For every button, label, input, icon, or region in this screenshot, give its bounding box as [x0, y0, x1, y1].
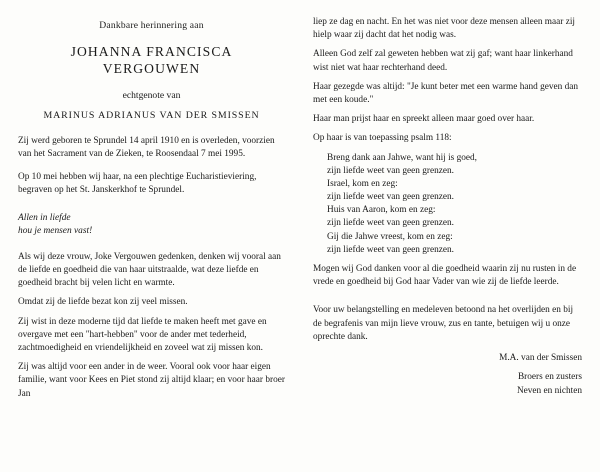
tribute-paragraph-6: Alleen God zelf zal geweten hebben wat zij gaf; want haar linkerhand wist niet wat haar rechterhand deed. [313, 49, 573, 73]
psalm-line: zijn liefde weet van geen grenzen. [327, 165, 454, 176]
column-divider [300, 14, 301, 462]
psalm-line: Huis van Aaron, kom en zeg: [327, 205, 436, 216]
psalm-line: Gij die Jahwe vreest, kom en zeg: [327, 231, 453, 242]
motto-line1: Allen in liefde [18, 212, 71, 223]
deceased-name-line2: VERGOUWEN [102, 60, 201, 76]
psalm-line: Breng dank aan Jahwe, want hij is goed, [327, 152, 478, 163]
tribute-paragraph-4: Zij was altijd voor een ander in de weer. Vooral ook voor haar eigen familie, want voor Kees en Piet stond zij altijd klaar; en voor haar broer Jan [18, 362, 285, 399]
right-column [311, 16, 582, 462]
spouse-label: echtgenote van [122, 89, 181, 101]
signature-line: Broers en zusters [517, 371, 582, 382]
signature-line: M.A. van der Smissen [499, 352, 582, 363]
psalm-line: zijn liefde weet van geen grenzen. [327, 192, 454, 203]
deceased-name [18, 44, 285, 78]
tribute-paragraph-5: liep ze dag en nacht. En het was niet voor deze mensen alleen maar zij hielp waar zij dacht dat het nodig was. [313, 17, 576, 41]
motto [18, 212, 285, 239]
tribute-paragraph-7: Haar gezegde was altijd: "Je kunt beter met een warme hand geven dan met een koude." [313, 81, 579, 105]
thanks-paragraph: Voor uw belangstelling en medeleven betoond na het overlijden en bij de begrafenis van mijn lieve vrouw, zus en tante, betuigen wij u onze oprechte dank. [313, 305, 574, 342]
psalm-line: zijn liefde weet van geen grenzen. [327, 244, 454, 255]
signature-line: Neven en nichten [516, 385, 582, 396]
psalm-line: zijn liefde weet van geen grenzen. [327, 218, 454, 229]
tribute-paragraph-2: Omdat zij de liefde bezat kon zij veel missen. [18, 297, 188, 308]
left-column [18, 16, 289, 462]
intro-line: Dankbare herinnering aan [99, 20, 204, 31]
signature-block [313, 352, 582, 399]
tribute-paragraph-3: Zij wist in deze moderne tijd dat liefde te maken heeft met gave en overgave met een "hart-hebben" voor de ander met tederheid, zachtmoedigheid en vriendelijkheid en zoveel wat zij missen kon. [18, 316, 267, 353]
tribute-paragraph-8: Haar man prijst haar en spreekt alleen maar goed over haar. [313, 114, 535, 125]
tribute-paragraph-1: Als wij deze vrouw, Joke Vergouwen gedenken, denken wij vooral aan de liefde en goedheid die van haar uitstraalde, wat deze liefde en goedheid bracht bij velen licht en warmte. [18, 251, 281, 289]
psalm-line: Israel, kom en zeg: [327, 178, 398, 189]
psalm-verses [313, 152, 582, 258]
birth-death-paragraph: Zij werd geboren te Sprundel 14 april 1910 en is overleden, voorzien van het Sacrament van de Zieken, te Roosendaal 7 mei 1995. [18, 135, 275, 160]
funeral-paragraph: Op 10 mei hebben wij haar, na een plechtige Eucharistieviering, begraven op het St. Janskerkhof te Sprundel. [18, 171, 257, 196]
closing-prayer: Mogen wij God danken voor al die goedheid waarin zij nu rusten in de vrede en goedheid bij God haar Vader van wie zij de liefde leerde. [313, 264, 577, 288]
spacer [313, 295, 582, 304]
psalm-intro: Op haar is van toepassing psalm 118: [313, 133, 452, 144]
motto-line2: hou je mensen vast! [18, 226, 93, 237]
spouse-name: MARINUS ADRIANUS VAN DER SMISSEN [43, 109, 260, 121]
deceased-name-line1: JOHANNA FRANCISCA [70, 44, 233, 59]
